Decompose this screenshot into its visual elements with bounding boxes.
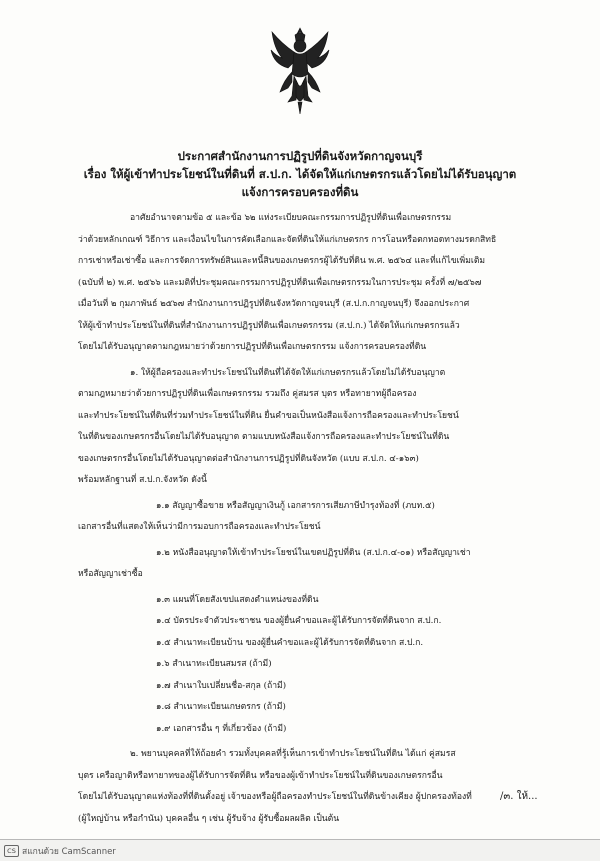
body-line: ๑.๕ สำเนาทะเบียนบ้าน ของผู้ยื่นคำขอและผู้ได้รับการจัดที่ดินจาก ส.ป.ก.	[156, 637, 424, 648]
body-line: (ผู้ใหญ่บ้าน หรือกำนัน) บุคคลอื่น ๆ เช่น ผู้รับจ้าง ผู้รับซื้อผลผลิต เป็นต้น	[78, 813, 340, 824]
body-line: อาศัยอำนาจตามข้อ ๕ และข้อ ๖๒ แห่งระเบียบคณะกรรมการปฏิรูปที่ดินเพื่อเกษตรกรรม	[130, 213, 452, 223]
body-line: ๑.๘ สำเนาทะเบียนเกษตรกร (ถ้ามี)	[156, 702, 286, 712]
body-line: ๑.๙ เอกสารอื่น ๆ ที่เกี่ยวข้อง (ถ้ามี)	[156, 723, 287, 734]
body-line: โดยไม่ได้รับอนุญาตตามกฎหมายว่าด้วยการปฏิรูปที่ดินเพื่อเกษตรกรรม แจ้งการครอบครองที่ดิน	[78, 342, 427, 352]
body-line: ของเกษตรกรอื่นโดยไม่ได้รับอนุญาตต่อสำนักงานการปฏิรูปที่ดินจังหวัด (แบบ ส.ป.ก. ๔-๑๖๓)	[78, 453, 419, 464]
body-line: (ฉบับที่ ๒) พ.ศ. ๒๕๖๖ และมติที่ประชุมคณะกรรมการปฏิรูปที่ดินเพื่อเกษตรกรรมในการประชุม ครั้งที่ ๗/๒๕๖๗	[78, 277, 482, 288]
body-line: หรือสัญญาเช่าซื้อ	[78, 569, 143, 579]
title-line: แจ้งการครอบครองที่ดิน	[241, 185, 359, 199]
page-continuation-marker: /๓. ให้...	[500, 791, 538, 802]
body-line: ๑.๗ สำเนาใบเปลี่ยนชื่อ-สกุล (ถ้ามี)	[156, 680, 287, 691]
body-line: ๑.๔ บัตรประจำตัวประชาชน ของผู้ยื่นคำขอและผู้ได้รับการจัดที่ดินจาก ส.ป.ก.	[156, 616, 442, 626]
body-line: การเช่าหรือเช่าซื้อ และการจัดการทรัพย์สินและหนี้สินของเกษตรกรผู้ได้รับที่ดิน พ.ศ. ๒๕๖๔ และที่แก้ไขเพิ่มเติม	[78, 256, 486, 266]
body-line: ๑.๒ หนังสืออนุญาตให้เข้าทำประโยชน์ในเขตปฏิรูปที่ดิน (ส.ป.ก.๔-๐๑) หรือสัญญาเช่า	[156, 547, 471, 558]
announcement-title	[40, 147, 560, 201]
body-line: ว่าด้วยหลักเกณฑ์ วิธีการ และเงื่อนไขในการคัดเลือกและจัดที่ดินให้แก่เกษตรกร การโอนหรือตกทอดทางมรดกสิทธิ	[78, 234, 497, 245]
garuda-emblem-icon	[268, 26, 332, 116]
body-line: ให้ผู้เข้าทำประโยชน์ในที่ดินที่สำนักงานการปฏิรูปที่ดินเพื่อเกษตรกรรม (ส.ป.ก.) ได้จัดให้แก่เกษตรกรแล้ว	[78, 320, 460, 331]
camscanner-logo-icon: CS	[4, 845, 19, 857]
body-line: พร้อมหลักฐานที่ ส.ป.ก.จังหวัด ดังนี้	[78, 475, 207, 485]
body-line: ตามกฎหมายว่าด้วยการปฏิรูปที่ดินเพื่อเกษตรกรรม รวมถึง คู่สมรส บุตร หรือทายาทผู้ถือครอง	[78, 389, 417, 399]
scanner-footer	[0, 839, 600, 861]
scanner-footer-text: สแกนด้วย CamScanner	[22, 847, 116, 857]
body-line: ๑. ให้ผู้ถือครองและทำประโยชน์ในที่ดินที่ได้จัดให้แก่เกษตรกรแล้วโดยไม่ได้รับอนุญาต	[130, 367, 446, 378]
body-line: และทำประโยชน์ในที่ดินที่ร่วมทำประโยชน์ในที่ดิน ยื่นคำขอเป็นหนังสือแจ้งการถือครองและทำประโยชน์	[78, 410, 459, 421]
body-line: ๑.๓ แผนที่โดยสังเขปแสดงตำแหน่งของที่ดิน	[156, 594, 319, 605]
body-line: ๑.๖ สำเนาทะเบียนสมรส (ถ้ามี)	[156, 659, 272, 669]
body-line: โดยไม่ได้รับอนุญาตแห่งท้องที่ที่ดินตั้งอยู่ เจ้าของหรือผู้ถือครองทำประโยชน์ในที่ดินข้างเคียง ผู้ปกครองท้องที่	[78, 792, 472, 802]
body-line: เมื่อวันที่ ๒ กุมภาพันธ์ ๒๕๖๗ สำนักงานการปฏิรูปที่ดินจังหวัดกาญจนบุรี (ส.ป.ก.กาญจนบุรี) จึงออกประกาศ	[78, 299, 470, 309]
announcement-body	[78, 208, 548, 830]
body-line: ในที่ดินของเกษตรกรอื่นโดยไม่ได้รับอนุญาต ตามแบบหนังสือแจ้งการถือครองและทำประโยชน์ในที่ดิน	[78, 432, 450, 442]
body-line: บุตร เครือญาติหรือทายาทของผู้ได้รับการจัดที่ดิน หรือของผู้เข้าทำประโยชน์ในที่ดินของเกษตรกรอื่น	[78, 770, 443, 781]
body-line: เอกสารอื่นที่แสดงให้เห็นว่ามีการมอบการถือครองและทำประโยชน์	[78, 522, 321, 532]
title-line: ประกาศสำนักงานการปฏิรูปที่ดินจังหวัดกาญจนบุรี	[177, 149, 423, 163]
body-line: ๑.๑ สัญญาซื้อขาย หรือสัญญาเงินกู้ เอกสารการเสียภาษีบำรุงท้องที่ (ภบท.๕)	[156, 500, 435, 511]
title-line: เรื่อง ให้ผู้เข้าทำประโยชน์ในที่ดินที่ ส.ป.ก. ได้จัดให้แก่เกษตรกรแล้วโดยไม่ได้รับอนุญาต	[83, 167, 517, 181]
body-line: ๒. พยานบุคคลที่ให้ถ้อยคำ รวมทั้งบุคคลที่รู้เห็นการเข้าทำประโยชน์ในที่ดิน ได้แก่ คู่สมรส	[130, 749, 456, 759]
